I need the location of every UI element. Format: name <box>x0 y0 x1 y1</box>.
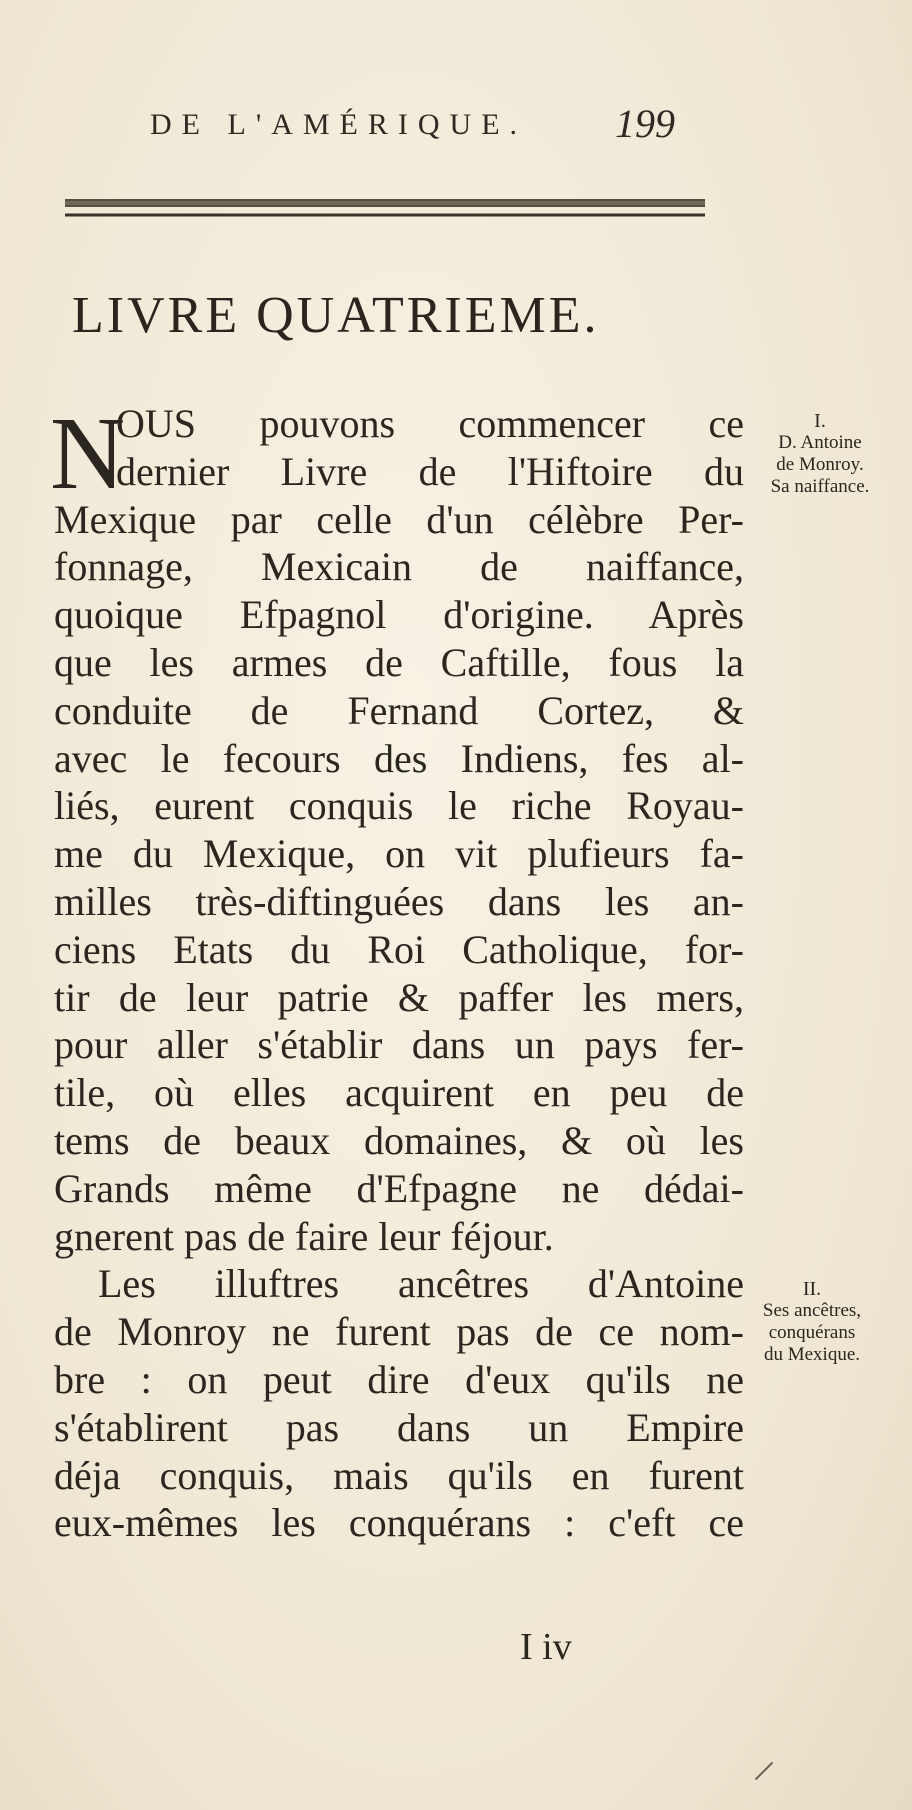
body-text <box>54 400 744 1547</box>
text-line: tir de leur patrie & paffer les mers, <box>54 974 744 1020</box>
text-line: conduite de Fernand Cortez, & <box>54 687 744 733</box>
marginal-note-line: Sa naiffance. <box>770 476 870 497</box>
opening-lines <box>54 400 744 496</box>
page-number: 199 <box>615 101 675 146</box>
text-line: bre : on peut dire d'eux qu'ils ne <box>54 1356 744 1402</box>
text-line: tile, où elles acquirent en peu de <box>54 1070 744 1116</box>
running-head: DE L'AMÉRIQUE. <box>150 108 528 141</box>
text-line: ciens Etats du Roi Catholique, for- <box>54 926 744 972</box>
marginal-note-line: conquérans <box>768 1322 856 1343</box>
text-line: eux-mêmes les conquérans : c'eft ce <box>54 1500 744 1546</box>
text-line: fonnage, Mexicain de naiffance, <box>54 544 744 590</box>
text-line: Mexique par celle d'un célèbre Per- <box>54 496 744 542</box>
text-line: dernier Livre de l'Hiftoire du <box>116 448 744 494</box>
book-title: LIVRE QUATRIEME. <box>72 287 600 344</box>
text-line: de Monroy ne furent pas de ce nom- <box>54 1309 744 1355</box>
marginal-note-line: de Monroy. <box>776 454 864 475</box>
marginal-note-line: D. Antoine <box>778 432 862 453</box>
text-line: milles très-diftinguées dans les an- <box>54 878 744 924</box>
text-line: liés, eurent conquis le riche Royau- <box>54 783 744 829</box>
text-line: tems de beaux domaines, & où les <box>54 1117 744 1163</box>
text-line: s'établirent pas dans un Empire <box>54 1404 744 1450</box>
marginal-note-2 <box>727 1278 897 1366</box>
marginal-note-number: II. <box>802 1278 822 1300</box>
text-line: déja conquis, mais qu'ils en furent <box>54 1452 744 1498</box>
text-line: me du Mexique, on vit plufieurs fa- <box>54 831 744 877</box>
text-line: pour aller s'établir dans un pays fer- <box>54 1022 744 1068</box>
ornamental-rule <box>65 196 705 226</box>
marginal-note-line: du Mexique. <box>763 1344 861 1365</box>
text-line: OUS pouvons commencer ce <box>116 401 744 446</box>
drop-cap: N <box>50 396 126 511</box>
pencil-mark <box>755 1762 773 1780</box>
marginal-note-line: Ses ancêtres, <box>762 1300 862 1321</box>
text-line: Les illuftres ancêtres d'Antoine <box>98 1261 744 1307</box>
text-line: Grands même d'Efpagne ne dédai- <box>54 1165 744 1211</box>
catchword: I iv <box>520 1626 572 1668</box>
text-line: avec le fecours des Indiens, fes al- <box>54 735 744 781</box>
marginal-note-number: I. <box>814 410 826 432</box>
text-line: gnerent pas de faire leur féjour. <box>54 1213 554 1259</box>
marginal-note-1 <box>745 410 895 498</box>
text-line: que les armes de Caftille, fous la <box>54 639 744 685</box>
text-line: quoique Efpagnol d'origine. Après <box>54 592 744 638</box>
